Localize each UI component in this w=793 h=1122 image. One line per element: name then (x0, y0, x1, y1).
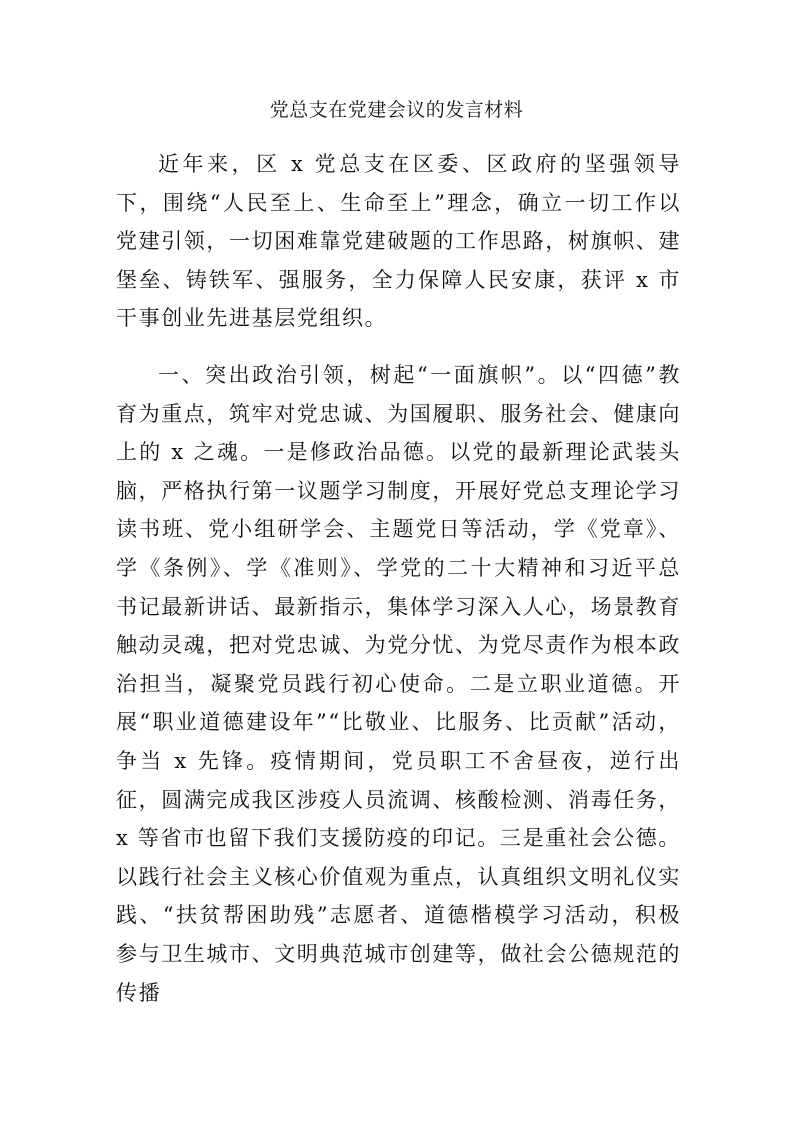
paragraph-intro: 近年来，区 x 党总支在区委、区政府的坚强领导下，围绕“人民至上、生命至上”理念，确立一切工作以党建引领，一切困难靠党建破题的工作思路，树旗帜、建堡垒、铸铁军、强服务，全力保障人民安康，获评 x 市干事创业先进基层党组织。 (116, 152, 681, 331)
document-title: 党总支在党建会议的发言材料 (269, 99, 524, 121)
paragraph-section-one: 一、突出政治引领，树起“一面旗帜”。以“四德”教育为重点，筑牢对党忠诚、为国履职、服务社会、健康向上的 x 之魂。一是修政治品德。以党的最新理论武装头脑，严格执行第一议题学习制度，开展好党总支理论学习读书班、党小组研学会、主题党日等活动，学《党章》、学《条例》、学《准则》、学党的二十大精神和习近平总书记最新讲话、最新指示，集体学习深入人心，场景教育触动灵魂，把对党忠诚、为党分忧、为党尽责作为根本政治担当，凝聚党员践行初心使命。二是立职业道德。开展“职业道德建设年”“比敬业、比服务、比贡献”活动，争当 x 先锋。疫情期间，党员职工不舍昼夜，逆行出征，圆满完成我区涉疫人员流调、核酸检测、消毒任务，x 等省市也留下我们支援防疫的印记。三是重社会公德。以践行社会主义核心价值观为重点，认真组织文明礼仪实践、“扶贫帮困助残”志愿者、道德楷模学习活动，积极参与卫生城市、文明典范城市创建等，做社会公德规范的传播 (116, 363, 681, 1005)
